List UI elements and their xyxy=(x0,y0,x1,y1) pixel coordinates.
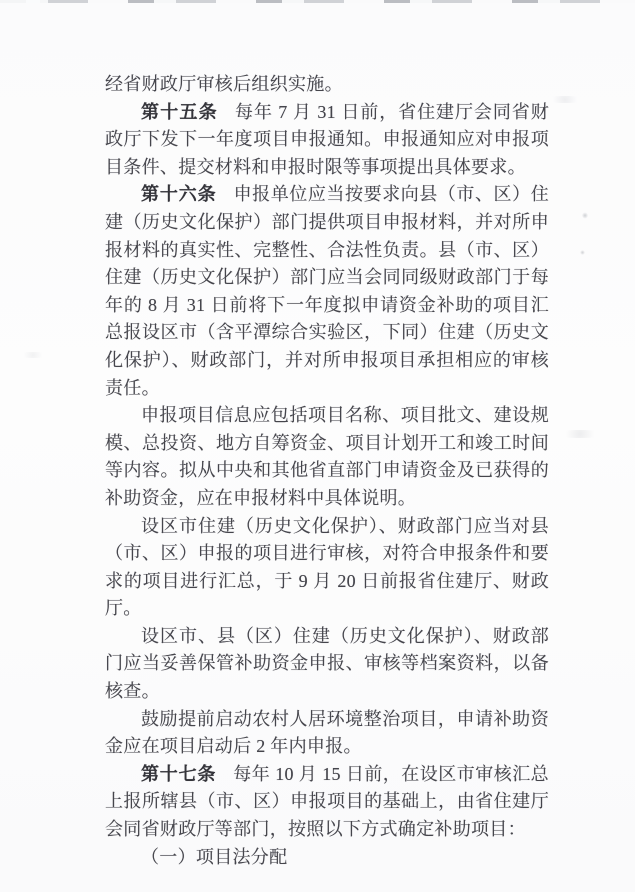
paragraph-text: 设区市、县（区）住建（历史文化保护）、财政部门应当妥善保管补助资金申报、审核等档案资料，以备核查。 xyxy=(105,625,549,702)
scan-artifact xyxy=(580,250,585,255)
paragraph-text: 鼓励提前启动农村人居环境整治项目，申请补助资金应在项目启动后 2 年内申报。 xyxy=(105,708,549,757)
clause-heading: 第十五条 xyxy=(141,101,218,122)
scan-artifact xyxy=(548,96,582,103)
document-paragraph xyxy=(105,181,549,402)
clause-heading: 第十六条 xyxy=(141,184,217,205)
document-paragraph xyxy=(105,99,549,182)
clause-heading: 第十七条 xyxy=(141,763,217,784)
paragraph-text: 每年 10 月 15 日前，在设区市审核汇总上报所辖县（市、区）申报项目的基础上，由省住建厅会同省财政厅等部门，按照以下方式确定补助项目： xyxy=(105,763,549,840)
paragraph-text: 每年 7 月 31 日前，省住建厅会同省财政厅下发下一年度项目申报通知。申报通知应对申报项目条件、提交材料和申报时限等事项提出具体要求。 xyxy=(105,101,549,177)
document-body-text xyxy=(105,71,549,871)
document-paragraph xyxy=(105,844,549,872)
paragraph-text: （一）项目法分配 xyxy=(141,846,288,867)
document-paragraph xyxy=(105,513,549,623)
document-paragraph xyxy=(105,402,549,512)
paragraph-text: 申报单位应当按要求向县（市、区）住建（历史文化保护）部门提供项目申报材料，并对所申报材料的真实性、完整性、合法性负责。县（市、区）住建（历史文化保护）部门应当会同同级财政部门于每年的 8 月 31 日前将下一年度拟申请资金补助的项目汇总报设区市（含平潭综合实验区，下同）住建（历史文化保护）、财政部门，并对所申报项目承担相应的审核责任。 xyxy=(105,184,549,398)
document-paragraph xyxy=(105,623,549,706)
document-paragraph xyxy=(105,761,549,844)
paragraph-text: 经省财政厅审核后组织实施。 xyxy=(105,74,343,94)
scan-artifact-top-edge xyxy=(0,0,635,3)
document-paragraph xyxy=(105,706,549,761)
paragraph-text: 设区市住建（历史文化保护）、财政部门应当对县（市、区）申报的项目进行审核，对符合申报条件和要求的项目进行汇总，于 9 月 20 日前报省住建厅、财政厅。 xyxy=(105,515,549,619)
paragraph-text: 申报项目信息应包括项目名称、项目批文、建设规模、总投资、地方自筹资金、项目计划开工和竣工时间等内容。拟从中央和其他省直部门申请资金及已获得的补助资金，应在申报材料中具体说明。 xyxy=(105,405,549,508)
scan-artifact xyxy=(582,212,588,219)
document-paragraph xyxy=(105,71,549,99)
scan-artifact xyxy=(560,430,600,438)
scan-artifact-top-fade xyxy=(0,0,40,4)
scan-artifact xyxy=(20,352,46,358)
